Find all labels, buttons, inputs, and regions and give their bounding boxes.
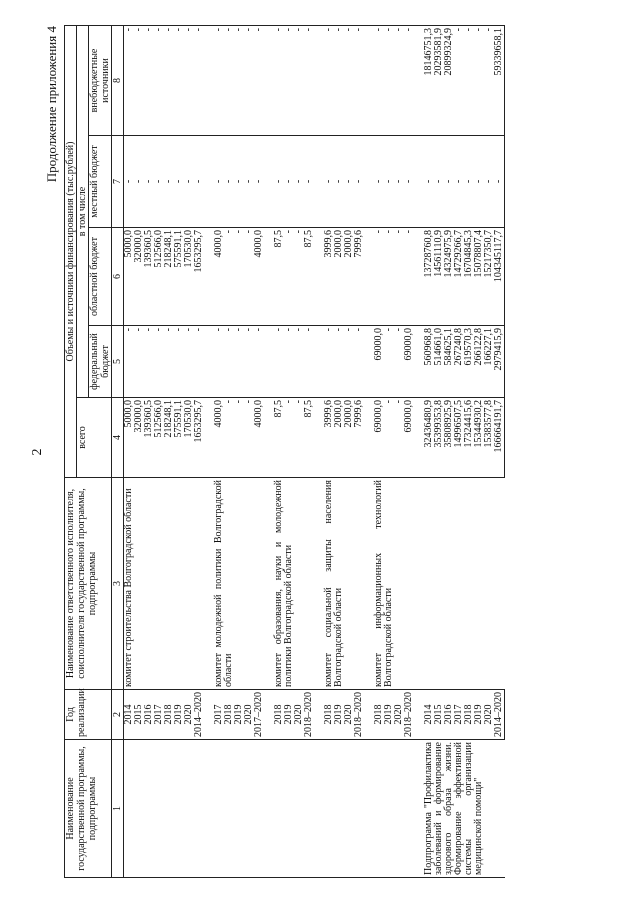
local-cell: -: [464, 136, 474, 228]
federal-cell: -: [274, 326, 284, 398]
col-index: 5: [112, 326, 124, 398]
federal-cell: -: [174, 326, 184, 398]
federal-cell: -: [344, 326, 354, 398]
local-cell: -: [474, 136, 484, 228]
total-cell: 32436480,9: [424, 398, 434, 478]
federal-cell: 619570,3: [464, 326, 474, 398]
extrabudget-cell: -: [154, 26, 164, 136]
page-number: 2: [30, 448, 45, 456]
regional-cell: -: [294, 228, 304, 326]
year-cell: 2020: [294, 690, 304, 740]
regional-cell: 16704845,3: [464, 228, 474, 326]
local-cell: -: [374, 136, 384, 228]
regional-cell: 87,5: [274, 228, 284, 326]
federal-cell: -: [164, 326, 174, 398]
local-cell: -: [174, 136, 184, 228]
federal-cell: -: [394, 326, 404, 398]
extrabudget-cell: 18146751,3: [424, 26, 434, 136]
regional-cell: 2000,0: [334, 228, 344, 326]
header-total: всего: [77, 398, 112, 478]
table-row: [424, 26, 434, 878]
regional-cell: -: [384, 228, 394, 326]
total-cell: -: [284, 398, 294, 478]
extrabudget-cell: -: [164, 26, 174, 136]
extrabudget-cell: -: [484, 26, 494, 136]
federal-cell: 514661,0: [434, 326, 444, 398]
extrabudget-cell: -: [464, 26, 474, 136]
year-cell: 2018: [274, 690, 284, 740]
extrabudget-cell: -: [284, 26, 294, 136]
year-cell: 2019: [284, 690, 294, 740]
local-cell: -: [344, 136, 354, 228]
executor-cell: комитет информационных технологий Волгоградской области: [374, 478, 414, 690]
year-cell: 2018: [224, 690, 234, 740]
local-cell: -: [294, 136, 304, 228]
total-cell: 7999,6: [354, 398, 364, 478]
total-cell: -: [224, 398, 234, 478]
regional-cell: 7999,6: [354, 228, 364, 326]
local-cell: -: [334, 136, 344, 228]
local-cell: -: [454, 136, 464, 228]
regional-cell: 170530,0: [184, 228, 194, 326]
federal-cell: -: [154, 326, 164, 398]
executor-cell: комитет молодежной политики Волгоградской области: [214, 478, 264, 690]
extrabudget-cell: -: [194, 26, 204, 136]
federal-cell: -: [354, 326, 364, 398]
regional-cell: -: [394, 228, 404, 326]
block-spacer: [264, 26, 274, 878]
regional-cell: 4000,0: [214, 228, 224, 326]
block-spacer: [364, 26, 374, 878]
federal-cell: -: [384, 326, 394, 398]
extrabudget-cell: -: [294, 26, 304, 136]
local-cell: -: [164, 136, 174, 228]
local-cell: -: [304, 136, 314, 228]
federal-cell: -: [254, 326, 264, 398]
federal-cell: 267240,8: [454, 326, 464, 398]
total-cell: 87,5: [274, 398, 284, 478]
year-cell: 2019: [334, 690, 344, 740]
regional-cell: -: [404, 228, 414, 326]
regional-cell: 575591,1: [174, 228, 184, 326]
local-cell: -: [434, 136, 444, 228]
header-executor: Наименование ответственного исполнителя, соисполнителя государственной программы, подпрограммы: [65, 478, 112, 690]
federal-cell: 266122,8: [474, 326, 484, 398]
year-cell: 2019: [174, 690, 184, 740]
total-cell: -: [294, 398, 304, 478]
regional-cell: 15217350,7: [484, 228, 494, 326]
total-cell: 35808925,9: [444, 398, 454, 478]
total-cell: 4000,0: [254, 398, 264, 478]
total-cell: 15383577,8: [484, 398, 494, 478]
col-index: 1: [112, 740, 124, 878]
federal-cell: 584625,1: [444, 326, 454, 398]
extrabudget-cell: 20899324,9: [444, 26, 454, 136]
extrabudget-cell: -: [304, 26, 314, 136]
regional-cell: 2000,0: [344, 228, 354, 326]
federal-cell: -: [214, 326, 224, 398]
regional-cell: 3999,6: [324, 228, 334, 326]
local-cell: -: [194, 136, 204, 228]
regional-cell: 218248,1: [164, 228, 174, 326]
year-cell: 2020: [394, 690, 404, 740]
total-cell: 3999,6: [324, 398, 334, 478]
total-cell: 2000,0: [344, 398, 354, 478]
financing-table: [64, 25, 505, 878]
total-cell: 35399353,8: [434, 398, 444, 478]
col-index: 6: [112, 228, 124, 326]
total-cell: 14996507,5: [454, 398, 464, 478]
total-cell: -: [244, 398, 254, 478]
total-cell: 5000,0: [124, 398, 135, 478]
extrabudget-cell: -: [214, 26, 224, 136]
extrabudget-cell: -: [184, 26, 194, 136]
year-cell: 2015: [134, 690, 144, 740]
federal-cell: 560968,8: [424, 326, 434, 398]
regional-cell: 14561110,9: [434, 228, 444, 326]
federal-cell: -: [194, 326, 204, 398]
local-cell: -: [254, 136, 264, 228]
regional-cell: 4000,0: [254, 228, 264, 326]
extrabudget-cell: -: [134, 26, 144, 136]
extrabudget-cell: -: [384, 26, 394, 136]
year-cell: 2014–2020: [494, 690, 505, 740]
extrabudget-cell: -: [344, 26, 354, 136]
program-name-cell: [324, 740, 364, 878]
local-cell: -: [154, 136, 164, 228]
year-cell: 2020: [244, 690, 254, 740]
regional-cell: 139360,5: [144, 228, 154, 326]
year-cell: 2016: [144, 690, 154, 740]
year-cell: 2016: [444, 690, 454, 740]
regional-cell: 1653295,7: [194, 228, 204, 326]
local-cell: -: [484, 136, 494, 228]
col-index: 4: [112, 398, 124, 478]
federal-cell: -: [144, 326, 154, 398]
local-cell: -: [394, 136, 404, 228]
federal-cell: 69000,0: [404, 326, 414, 398]
year-cell: 2017: [214, 690, 224, 740]
appendix-label: Продолжение приложения 4: [44, 26, 59, 183]
federal-cell: -: [124, 326, 135, 398]
year-cell: 2020: [484, 690, 494, 740]
regional-cell: 14729266,7: [454, 228, 464, 326]
table-row: [324, 26, 334, 878]
local-cell: -: [124, 136, 135, 228]
federal-cell: -: [134, 326, 144, 398]
block-spacer: [204, 26, 214, 878]
local-cell: -: [144, 136, 154, 228]
total-cell: 4000,0: [214, 398, 224, 478]
year-cell: 2018: [374, 690, 384, 740]
col-index: 3: [112, 478, 124, 690]
total-cell: 512566,0: [154, 398, 164, 478]
total-cell: -: [384, 398, 394, 478]
federal-cell: -: [294, 326, 304, 398]
local-cell: -: [134, 136, 144, 228]
federal-cell: -: [184, 326, 194, 398]
regional-cell: -: [234, 228, 244, 326]
total-cell: 69000,0: [374, 398, 384, 478]
extrabudget-cell: -: [454, 26, 464, 136]
table-header: [65, 26, 124, 878]
regional-cell: -: [284, 228, 294, 326]
header-local: местный бюджет: [89, 136, 112, 228]
header-regional: областной бюджет: [89, 228, 112, 326]
program-name-cell: [274, 740, 314, 878]
local-cell: -: [494, 136, 505, 228]
table-row: [374, 26, 384, 878]
total-cell: 69000,0: [404, 398, 414, 478]
federal-cell: -: [284, 326, 294, 398]
extrabudget-cell: -: [324, 26, 334, 136]
total-cell: 87,5: [304, 398, 314, 478]
local-cell: -: [424, 136, 434, 228]
col-index: 2: [112, 690, 124, 740]
col-index: 8: [112, 26, 124, 136]
total-cell: 170530,0: [184, 398, 194, 478]
year-cell: 2019: [474, 690, 484, 740]
table-row: [214, 26, 224, 878]
federal-cell: -: [334, 326, 344, 398]
local-cell: -: [244, 136, 254, 228]
regional-cell: -: [374, 228, 384, 326]
federal-cell: -: [304, 326, 314, 398]
extrabudget-cell: -: [404, 26, 414, 136]
block-spacer: [314, 26, 324, 878]
year-cell: 2017–2020: [254, 690, 264, 740]
federal-cell: 2979415,9: [494, 326, 505, 398]
year-cell: 2014: [424, 690, 434, 740]
regional-cell: 15078807,4: [474, 228, 484, 326]
header-year: Год реализации: [65, 690, 112, 740]
regional-cell: -: [244, 228, 254, 326]
document-page: [20, 12, 620, 892]
header-program-name: Наименование государственной программы, подпрограммы: [65, 740, 112, 878]
extrabudget-cell: -: [254, 26, 264, 136]
total-cell: 1653295,7: [194, 398, 204, 478]
regional-cell: 104345117,7: [494, 228, 505, 326]
year-cell: 2018: [164, 690, 174, 740]
year-cell: 2018: [464, 690, 474, 740]
year-cell: 2014–2020: [194, 690, 204, 740]
regional-cell: 13728760,8: [424, 228, 434, 326]
header-including: в том числе: [77, 26, 89, 398]
regional-cell: -: [224, 228, 234, 326]
total-cell: 139360,5: [144, 398, 154, 478]
extrabudget-cell: 59339658,1: [494, 26, 505, 136]
extrabudget-cell: -: [144, 26, 154, 136]
extrabudget-cell: -: [394, 26, 404, 136]
federal-cell: 69000,0: [374, 326, 384, 398]
total-cell: 218248,1: [164, 398, 174, 478]
program-name-cell: [124, 740, 205, 878]
extrabudget-cell: -: [244, 26, 254, 136]
col-index: 7: [112, 136, 124, 228]
extrabudget-cell: -: [224, 26, 234, 136]
total-cell: 2000,0: [334, 398, 344, 478]
year-cell: 2017: [154, 690, 164, 740]
federal-cell: -: [244, 326, 254, 398]
extrabudget-cell: -: [334, 26, 344, 136]
year-cell: 2020: [344, 690, 354, 740]
program-name-cell: [214, 740, 264, 878]
year-cell: 2018–2020: [304, 690, 314, 740]
extrabudget-cell: -: [124, 26, 135, 136]
federal-cell: -: [234, 326, 244, 398]
regional-cell: 14324975,9: [444, 228, 454, 326]
federal-cell: -: [324, 326, 334, 398]
regional-cell: 5000,0: [124, 228, 135, 326]
local-cell: -: [214, 136, 224, 228]
header-extrabudget: внебюджетные источники: [89, 26, 112, 136]
extrabudget-cell: -: [274, 26, 284, 136]
extrabudget-cell: -: [374, 26, 384, 136]
extrabudget-cell: -: [354, 26, 364, 136]
table-row: [274, 26, 284, 878]
local-cell: -: [234, 136, 244, 228]
year-cell: 2018: [324, 690, 334, 740]
extrabudget-cell: -: [474, 26, 484, 136]
year-cell: 2018–2020: [354, 690, 364, 740]
local-cell: -: [354, 136, 364, 228]
year-cell: 2019: [234, 690, 244, 740]
year-cell: 2020: [184, 690, 194, 740]
year-cell: 2014: [124, 690, 135, 740]
local-cell: -: [224, 136, 234, 228]
total-cell: 17324415,6: [464, 398, 474, 478]
local-cell: -: [384, 136, 394, 228]
regional-cell: 87,5: [304, 228, 314, 326]
federal-cell: 166227,1: [484, 326, 494, 398]
local-cell: -: [184, 136, 194, 228]
total-cell: 32000,0: [134, 398, 144, 478]
table-row: [124, 26, 135, 878]
local-cell: -: [274, 136, 284, 228]
executor-cell: комитет образования, науки и молодежной политики Волгоградской области: [274, 478, 314, 690]
extrabudget-cell: 20293581,9: [434, 26, 444, 136]
total-cell: 575591,1: [174, 398, 184, 478]
total-cell: 15344930,2: [474, 398, 484, 478]
program-name-cell: [374, 740, 414, 878]
executor-cell: комитет строительства Волгоградской области: [124, 478, 205, 690]
total-cell: -: [234, 398, 244, 478]
local-cell: -: [324, 136, 334, 228]
header-funding-group: Объемы и источники финансирования (тыс.рублей): [65, 26, 77, 478]
executor-cell: [424, 478, 505, 690]
extrabudget-cell: -: [174, 26, 184, 136]
total-cell: -: [394, 398, 404, 478]
header-federal: федеральный бюджет: [89, 326, 112, 398]
table-body: [124, 26, 505, 878]
local-cell: -: [284, 136, 294, 228]
local-cell: -: [404, 136, 414, 228]
extrabudget-cell: -: [234, 26, 244, 136]
year-cell: 2015: [434, 690, 444, 740]
year-cell: 2019: [384, 690, 394, 740]
year-cell: 2017: [454, 690, 464, 740]
regional-cell: 512566,0: [154, 228, 164, 326]
executor-cell: комитет социальной защиты населения Волгоградской области: [324, 478, 364, 690]
program-name-cell: Подпрограмма "Профилактика заболеваний и формирование здорового образа жизни. Формирование эффективной системы организации медицинской помощи": [424, 740, 505, 878]
total-cell: 166664191,7: [494, 398, 505, 478]
local-cell: -: [444, 136, 454, 228]
year-cell: 2018–2020: [404, 690, 414, 740]
federal-cell: -: [224, 326, 234, 398]
regional-cell: 32000,0: [134, 228, 144, 326]
